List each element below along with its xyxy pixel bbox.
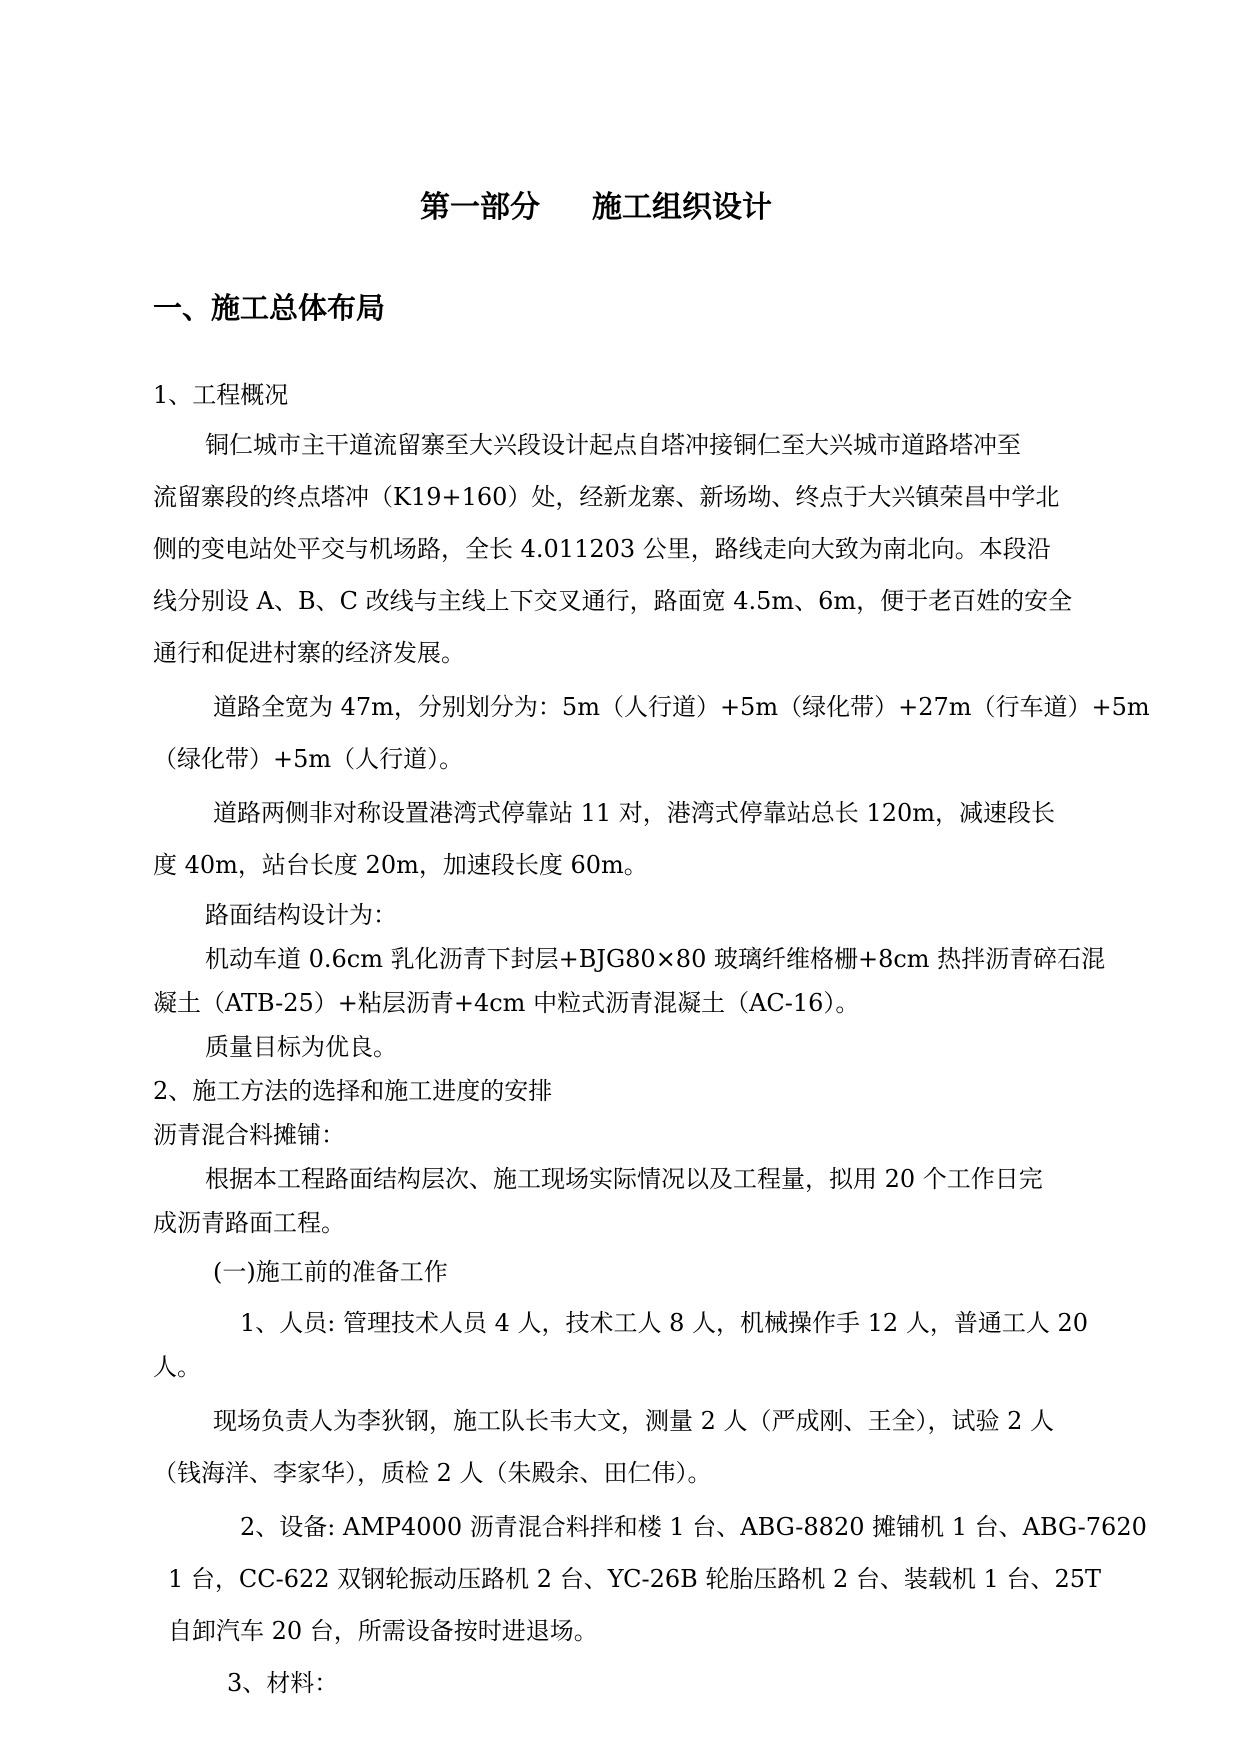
- subheading-asphalt-paving: 沥青混合料摊铺：: [153, 1121, 345, 1149]
- paragraph-line: （钱海洋、李家华），质检 2 人（朱殿余、田仁伟）。: [153, 1459, 712, 1487]
- paragraph-line: 凝土（ATB-25）+粘层沥青+4cm 中粒式沥青混凝土（AC-16）。: [153, 989, 860, 1017]
- title-part-2: 施工组织设计: [592, 190, 772, 225]
- paragraph-line: 1 台，CC-622 双钢轮振动压路机 2 台、YC-26B 轮胎压路机 2 台、装载机 1 台、25T: [168, 1565, 1101, 1593]
- subheading-construction-method: 2、施工方法的选择和施工进度的安排: [153, 1077, 553, 1105]
- subheading-preparation: (一)施工前的准备工作: [213, 1258, 448, 1286]
- paragraph-line: 机动车道 0.6cm 乳化沥青下封层+BJG80×80 玻璃纤维格栅+8cm 热拌沥青碎石混: [205, 945, 1106, 973]
- page-title: [420, 190, 772, 226]
- subheading-project-overview: 1、工程概况: [153, 381, 289, 409]
- paragraph-line: 1、人员: 管理技术人员 4 人，技术工人 8 人，机械操作手 12 人，普通工人 20: [240, 1309, 1089, 1337]
- subheading-materials: 3、材料：: [227, 1669, 339, 1697]
- paragraph-line: 道路两侧非对称设置港湾式停靠站 11 对，港湾式停靠站总长 120m，减速段长: [213, 799, 1055, 827]
- paragraph-line: 2、设备: AMP4000 沥青混合料拌和楼 1 台、ABG-8820 摊铺机 1 台、ABG-7620: [240, 1513, 1147, 1541]
- paragraph-line: 现场负责人为李狄钢，施工队长韦大文，测量 2 人（严成刚、王全），试验 2 人: [213, 1407, 1055, 1435]
- paragraph-line: 成沥青路面工程。: [153, 1209, 345, 1237]
- paragraph-line: 根据本工程路面结构层次、施工现场实际情况以及工程量，拟用 20 个工作日完: [205, 1165, 1043, 1193]
- paragraph-line: （绿化带）+5m（人行道）。: [153, 745, 464, 773]
- paragraph-line: 通行和促进村寨的经济发展。: [153, 639, 465, 667]
- paragraph-line: 道路全宽为 47m，分别划分为：5m（人行道）+5m（绿化带）+27m（行车道）+5m: [213, 693, 1150, 721]
- paragraph-line: 质量目标为优良。: [205, 1033, 397, 1061]
- title-part-1: 第一部分: [420, 190, 540, 225]
- paragraph-line: 度 40m，站台长度 20m，加速段长度 60m。: [153, 851, 648, 879]
- paragraph-line: 流留寨段的终点塔冲（K19+160）处，经新龙寨、新场坳、终点于大兴镇荣昌中学北: [153, 483, 1060, 511]
- paragraph-line: 人。: [153, 1353, 201, 1381]
- paragraph-line: 自卸汽车 20 台，所需设备按时进退场。: [168, 1617, 598, 1645]
- section-heading: 一、施工总体布局: [153, 291, 386, 325]
- paragraph-line: 线分别设 A、B、C 改线与主线上下交叉通行，路面宽 4.5m、6m，便于老百姓的安全: [153, 587, 1073, 615]
- paragraph-line: 铜仁城市主干道流留寨至大兴段设计起点自塔冲接铜仁至大兴城市道路塔冲至: [205, 431, 1021, 459]
- paragraph-line: 路面结构设计为：: [205, 901, 397, 929]
- paragraph-line: 侧的变电站处平交与机场路，全长 4.011203 公里，路线走向大致为南北向。本段沿: [153, 535, 1051, 563]
